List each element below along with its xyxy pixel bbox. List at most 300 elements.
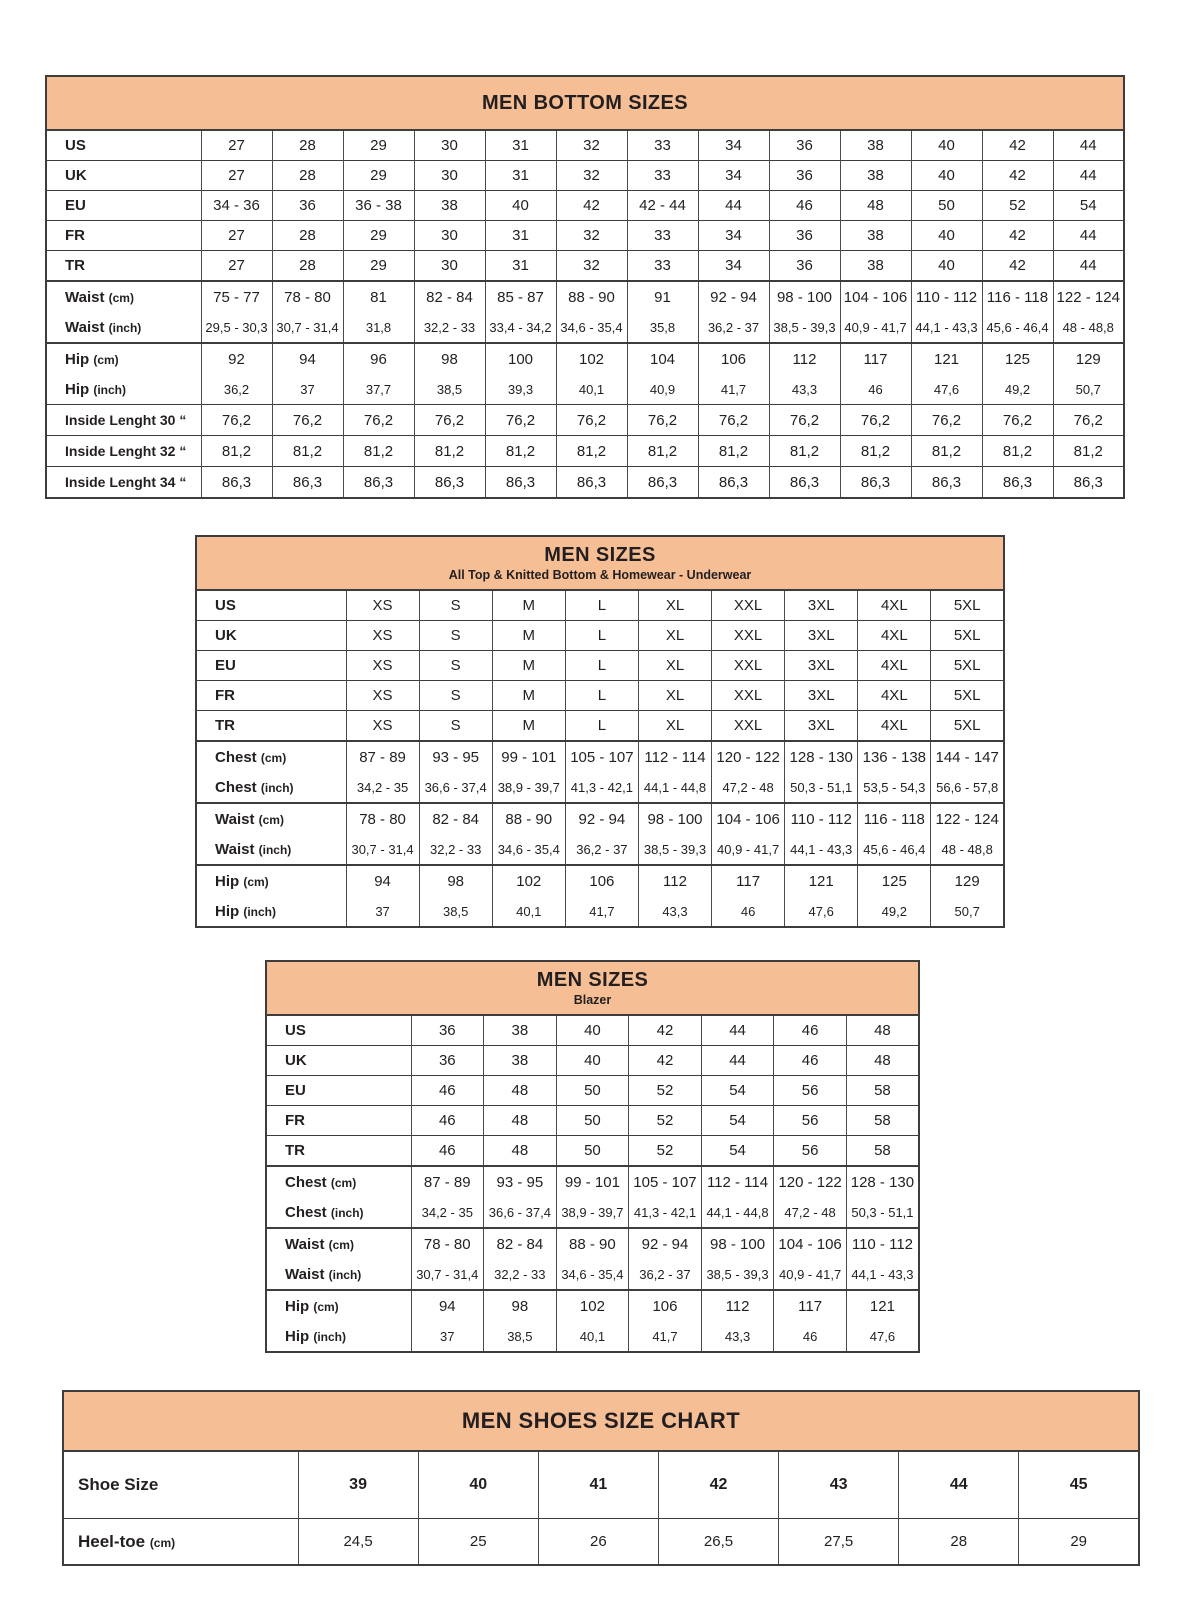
value-cell: 27 (201, 130, 272, 161)
value-cell: 29 (343, 251, 414, 282)
value-cell: 81,2 (1053, 436, 1124, 467)
value-cell: 40 (911, 161, 982, 191)
row-label: TR (285, 1142, 305, 1159)
value-cell: 36 (769, 161, 840, 191)
value-cell: XL (638, 621, 711, 651)
value-cell: 42 (629, 1046, 702, 1076)
value-cell: XXL (712, 681, 785, 711)
value-cell: 42 (982, 130, 1053, 161)
table-row (46, 281, 1124, 312)
value-cell: 52 (982, 191, 1053, 221)
table-row (196, 865, 1004, 896)
row-label-unit: (inch) (313, 1329, 347, 1344)
value-cell: 40 (911, 221, 982, 251)
value-cell: 48 - 48,8 (1053, 312, 1124, 343)
row-label: UK (215, 627, 237, 644)
value-cell: 46 (774, 1321, 847, 1352)
value-cell: 32 (556, 161, 627, 191)
row-label-cell (266, 1046, 411, 1076)
value-cell: 42 (629, 1015, 702, 1046)
value-cell: 76,2 (272, 405, 343, 436)
value-cell: 76,2 (769, 405, 840, 436)
value-cell: 121 (785, 865, 858, 896)
row-label-unit: (cm) (243, 874, 269, 889)
value-cell: 48 (840, 191, 911, 221)
row-label: Chest (285, 1173, 327, 1191)
row-label: Hip (215, 872, 240, 890)
value-cell: L (565, 621, 638, 651)
value-cell: 40 (911, 130, 982, 161)
row-label-cell (266, 1136, 411, 1167)
row-label-unit: (cm) (330, 1175, 357, 1190)
value-cell: 36 (272, 191, 343, 221)
value-cell: 102 (556, 1290, 629, 1321)
value-cell: 82 - 84 (484, 1228, 557, 1259)
row-label: Hip (215, 902, 240, 920)
value-cell: 110 - 112 (911, 281, 982, 312)
value-cell: 4XL (858, 711, 931, 742)
value-cell: 30,7 - 31,4 (346, 834, 419, 865)
value-cell: 38 (414, 191, 485, 221)
value-cell: XS (346, 711, 419, 742)
value-cell: 102 (492, 865, 565, 896)
value-cell: 112 (701, 1290, 774, 1321)
value-cell: 86,3 (556, 467, 627, 499)
value-cell: 38 (840, 251, 911, 282)
value-cell: L (565, 711, 638, 742)
value-cell: 86,3 (485, 467, 556, 499)
value-cell: 116 - 118 (982, 281, 1053, 312)
value-cell: 5XL (931, 621, 1004, 651)
value-cell: 47,2 - 48 (774, 1197, 847, 1228)
value-cell: 31 (485, 130, 556, 161)
row-label-cell (63, 1519, 298, 1566)
value-cell: 40,9 - 41,7 (774, 1259, 847, 1290)
table-row (46, 130, 1124, 161)
table-row (266, 1290, 919, 1321)
value-cell: 76,2 (911, 405, 982, 436)
table-row (266, 1015, 919, 1046)
value-cell: 38,9 - 39,7 (492, 772, 565, 803)
value-cell: 36,6 - 37,4 (484, 1197, 557, 1228)
value-cell: 54 (701, 1106, 774, 1136)
value-cell: 33,4 - 34,2 (485, 312, 556, 343)
value-cell: 81,2 (769, 436, 840, 467)
value-cell: 40 (418, 1451, 538, 1519)
value-cell: 44 (701, 1015, 774, 1046)
value-cell: 27,5 (779, 1519, 899, 1566)
row-label-cell (196, 711, 346, 742)
value-cell: 36,6 - 37,4 (419, 772, 492, 803)
table-row (196, 681, 1004, 711)
value-cell: 86,3 (201, 467, 272, 499)
value-cell: 98 - 100 (769, 281, 840, 312)
value-cell: 34 (698, 130, 769, 161)
row-label: Heel-toe (78, 1531, 146, 1551)
value-cell: 31 (485, 251, 556, 282)
value-cell: 129 (931, 865, 1004, 896)
value-cell: 92 - 94 (698, 281, 769, 312)
value-cell: 120 - 122 (774, 1166, 847, 1197)
value-cell: XXL (712, 590, 785, 621)
row-label-cell (46, 130, 201, 161)
value-cell: 38,5 (414, 374, 485, 405)
value-cell: 81,2 (698, 436, 769, 467)
value-cell: 27 (201, 161, 272, 191)
table-header-band (46, 76, 1124, 130)
value-cell: 50 (911, 191, 982, 221)
value-cell: XL (638, 651, 711, 681)
row-label: Inside Lenght 30 “ (65, 411, 187, 428)
value-cell: 44 (1053, 221, 1124, 251)
table-row (196, 803, 1004, 834)
value-cell: 54 (701, 1076, 774, 1106)
value-cell: 29,5 - 30,3 (201, 312, 272, 343)
value-cell: 117 (712, 865, 785, 896)
value-cell: 36 (411, 1046, 484, 1076)
value-cell: 78 - 80 (411, 1228, 484, 1259)
row-label-unit: (cm) (108, 290, 134, 305)
row-label-cell (266, 1166, 411, 1197)
value-cell: 110 - 112 (846, 1228, 919, 1259)
table-title: MEN SIZES (544, 544, 656, 566)
value-cell: 46 (774, 1015, 847, 1046)
table-row (266, 1259, 919, 1290)
value-cell: 136 - 138 (858, 741, 931, 772)
table-header-band (266, 961, 919, 1015)
value-cell: 28 (272, 251, 343, 282)
row-label-cell (196, 772, 346, 803)
value-cell: 88 - 90 (556, 281, 627, 312)
value-cell: 47,6 (785, 896, 858, 927)
value-cell: 105 - 107 (629, 1166, 702, 1197)
value-cell: 106 (629, 1290, 702, 1321)
value-cell: 46 (411, 1076, 484, 1106)
row-label: Hip (65, 380, 90, 398)
value-cell: 48 (484, 1076, 557, 1106)
table-row (196, 834, 1004, 865)
row-label-cell (46, 312, 201, 343)
value-cell: 32 (556, 130, 627, 161)
value-cell: 56 (774, 1136, 847, 1167)
value-cell: 36,2 - 37 (629, 1259, 702, 1290)
row-label-cell (266, 1228, 411, 1259)
value-cell: 45,6 - 46,4 (858, 834, 931, 865)
value-cell: 34 - 36 (201, 191, 272, 221)
value-cell: 102 (556, 343, 627, 374)
value-cell: L (565, 681, 638, 711)
row-label-cell (46, 281, 201, 312)
row-label: Shoe Size (78, 1475, 159, 1494)
value-cell: 34 (698, 221, 769, 251)
value-cell: 32,2 - 33 (419, 834, 492, 865)
value-cell: 106 (698, 343, 769, 374)
row-label: Hip (65, 350, 90, 368)
row-label-cell (266, 1076, 411, 1106)
value-cell: XL (638, 590, 711, 621)
value-cell: 76,2 (627, 405, 698, 436)
value-cell: 58 (846, 1136, 919, 1167)
men-bottom-sizes-table (45, 75, 1125, 499)
value-cell: 48 - 48,8 (931, 834, 1004, 865)
value-cell: 28 (899, 1519, 1019, 1566)
value-cell: 112 - 114 (701, 1166, 774, 1197)
value-cell: 104 (627, 343, 698, 374)
value-cell: XS (346, 681, 419, 711)
value-cell: 40 (485, 191, 556, 221)
row-label: FR (215, 687, 235, 704)
value-cell: 26 (538, 1519, 658, 1566)
value-cell: M (492, 681, 565, 711)
value-cell: 34,6 - 35,4 (492, 834, 565, 865)
table-row (196, 651, 1004, 681)
row-label-cell (46, 161, 201, 191)
row-label: Chest (285, 1203, 327, 1221)
row-label: TR (65, 257, 85, 274)
row-label-cell (266, 1015, 411, 1046)
value-cell: 117 (840, 343, 911, 374)
row-label: Waist (215, 810, 255, 828)
value-cell: 128 - 130 (785, 741, 858, 772)
value-cell: 48 (484, 1136, 557, 1167)
value-cell: 33 (627, 130, 698, 161)
row-label: Hip (285, 1327, 310, 1345)
value-cell: 86,3 (414, 467, 485, 499)
value-cell: 30,7 - 31,4 (411, 1259, 484, 1290)
row-label: EU (65, 197, 86, 214)
table-row (46, 467, 1124, 499)
value-cell: 44 (698, 191, 769, 221)
table-row (266, 1106, 919, 1136)
value-cell: 40,9 - 41,7 (712, 834, 785, 865)
row-label-cell (196, 590, 346, 621)
value-cell: 94 (411, 1290, 484, 1321)
table-subtitle: Blazer (573, 993, 612, 1007)
value-cell: M (492, 711, 565, 742)
value-cell: 42 (982, 251, 1053, 282)
value-cell: S (419, 621, 492, 651)
value-cell: 35,8 (627, 312, 698, 343)
value-cell: 44 (1053, 251, 1124, 282)
value-cell: L (565, 590, 638, 621)
value-cell: 31,8 (343, 312, 414, 343)
value-cell: 125 (982, 343, 1053, 374)
value-cell: 75 - 77 (201, 281, 272, 312)
value-cell: 30 (414, 130, 485, 161)
row-label-cell (46, 251, 201, 282)
value-cell: 44,1 - 44,8 (701, 1197, 774, 1228)
value-cell: 92 (201, 343, 272, 374)
row-label-unit: (cm) (328, 1237, 354, 1252)
value-cell: 29 (1019, 1519, 1139, 1566)
table-row (46, 436, 1124, 467)
value-cell: 40,1 (556, 1321, 629, 1352)
value-cell: 76,2 (343, 405, 414, 436)
value-cell: 86,3 (982, 467, 1053, 499)
value-cell: 81,2 (343, 436, 414, 467)
value-cell: 24,5 (298, 1519, 418, 1566)
row-label-cell (196, 865, 346, 896)
value-cell: 38,5 - 39,3 (638, 834, 711, 865)
value-cell: 99 - 101 (492, 741, 565, 772)
table-title: MEN SIZES (536, 969, 649, 991)
value-cell: 86,3 (840, 467, 911, 499)
row-label-unit: (cm) (260, 750, 287, 765)
value-cell: 48 (846, 1015, 919, 1046)
value-cell: 43 (779, 1451, 899, 1519)
value-cell: 41,7 (629, 1321, 702, 1352)
row-label-unit: (cm) (93, 352, 119, 367)
table-row (266, 1136, 919, 1167)
row-label: Waist (65, 318, 105, 336)
value-cell: 32,2 - 33 (414, 312, 485, 343)
value-cell: 38,5 - 39,3 (701, 1259, 774, 1290)
row-label-cell (46, 405, 201, 436)
value-cell: 81,2 (485, 436, 556, 467)
value-cell: XXL (712, 621, 785, 651)
value-cell: 27 (201, 221, 272, 251)
value-cell: 34,2 - 35 (346, 772, 419, 803)
row-label: US (285, 1022, 306, 1039)
value-cell: 48 (846, 1046, 919, 1076)
value-cell: 76,2 (840, 405, 911, 436)
value-cell: 31 (485, 221, 556, 251)
table-row (266, 1076, 919, 1106)
value-cell: 85 - 87 (485, 281, 556, 312)
value-cell: 112 (638, 865, 711, 896)
table-row (46, 251, 1124, 282)
value-cell: 37,7 (343, 374, 414, 405)
value-cell: 98 (484, 1290, 557, 1321)
value-cell: 76,2 (485, 405, 556, 436)
value-cell: 76,2 (201, 405, 272, 436)
value-cell: 76,2 (556, 405, 627, 436)
value-cell: 41,3 - 42,1 (629, 1197, 702, 1228)
value-cell: 121 (846, 1290, 919, 1321)
value-cell: 40,9 - 41,7 (840, 312, 911, 343)
value-cell: 38 (484, 1046, 557, 1076)
value-cell: 37 (272, 374, 343, 405)
table-row (46, 343, 1124, 374)
value-cell: 40 (911, 251, 982, 282)
row-label-cell (196, 803, 346, 834)
value-cell: 4XL (858, 651, 931, 681)
value-cell: 86,3 (1053, 467, 1124, 499)
value-cell: 86,3 (698, 467, 769, 499)
value-cell: 47,6 (911, 374, 982, 405)
value-cell: 78 - 80 (346, 803, 419, 834)
value-cell: 54 (1053, 191, 1124, 221)
value-cell: 39 (298, 1451, 418, 1519)
row-label-unit: (cm) (149, 1535, 176, 1550)
value-cell: 86,3 (343, 467, 414, 499)
value-cell: 117 (774, 1290, 847, 1321)
value-cell: 34,2 - 35 (411, 1197, 484, 1228)
value-cell: 56 (774, 1076, 847, 1106)
value-cell: 76,2 (1053, 405, 1124, 436)
value-cell: S (419, 711, 492, 742)
row-label-cell (63, 1451, 298, 1519)
row-label: EU (285, 1082, 306, 1099)
row-label-unit: (cm) (313, 1299, 339, 1314)
value-cell: 78 - 80 (272, 281, 343, 312)
men-sizes-blazer-table (265, 960, 920, 1353)
value-cell: XS (346, 651, 419, 681)
table-row (46, 161, 1124, 191)
row-label-cell (46, 467, 201, 499)
value-cell: 44,1 - 44,8 (638, 772, 711, 803)
table-header-band (196, 536, 1004, 590)
table-title: MEN SHOES SIZE CHART (461, 1407, 741, 1433)
table-row (196, 741, 1004, 772)
value-cell: 56 (774, 1106, 847, 1136)
table-row (266, 1321, 919, 1352)
value-cell: 92 - 94 (565, 803, 638, 834)
row-label-unit: (inch) (260, 780, 294, 795)
value-cell: 40,1 (492, 896, 565, 927)
value-cell: 93 - 95 (484, 1166, 557, 1197)
value-cell: 86,3 (769, 467, 840, 499)
value-cell: 94 (346, 865, 419, 896)
row-label: Waist (215, 840, 255, 858)
value-cell: 40,1 (556, 374, 627, 405)
value-cell: 104 - 106 (840, 281, 911, 312)
value-cell: 86,3 (272, 467, 343, 499)
value-cell: 37 (411, 1321, 484, 1352)
value-cell: 36 (769, 221, 840, 251)
value-cell: 81,2 (627, 436, 698, 467)
value-cell: 39,3 (485, 374, 556, 405)
value-cell: 81,2 (272, 436, 343, 467)
value-cell: 52 (629, 1106, 702, 1136)
value-cell: 81,2 (556, 436, 627, 467)
value-cell: 47,6 (846, 1321, 919, 1352)
value-cell: 41,3 - 42,1 (565, 772, 638, 803)
table-row (266, 1166, 919, 1197)
value-cell: 46 (411, 1136, 484, 1167)
value-cell: 82 - 84 (414, 281, 485, 312)
value-cell: 43,3 (701, 1321, 774, 1352)
value-cell: 81,2 (840, 436, 911, 467)
row-label: US (215, 597, 236, 614)
value-cell: 28 (272, 221, 343, 251)
value-cell: 98 (419, 865, 492, 896)
value-cell: 44,1 - 43,3 (911, 312, 982, 343)
value-cell: 45,6 - 46,4 (982, 312, 1053, 343)
row-label-cell (196, 621, 346, 651)
value-cell: 38,9 - 39,7 (556, 1197, 629, 1228)
row-label: UK (65, 167, 87, 184)
value-cell: 88 - 90 (556, 1228, 629, 1259)
value-cell: S (419, 590, 492, 621)
value-cell: 44 (1053, 161, 1124, 191)
row-label-cell (266, 1290, 411, 1321)
value-cell: 36 - 38 (343, 191, 414, 221)
value-cell: 52 (629, 1076, 702, 1106)
value-cell: 45 (1019, 1451, 1139, 1519)
value-cell: 110 - 112 (785, 803, 858, 834)
value-cell: 3XL (785, 621, 858, 651)
row-label-cell (196, 741, 346, 772)
value-cell: 50 (556, 1106, 629, 1136)
value-cell: 3XL (785, 651, 858, 681)
value-cell: XL (638, 681, 711, 711)
value-cell: 29 (343, 161, 414, 191)
row-label-unit: (inch) (93, 382, 127, 397)
row-label-cell (196, 834, 346, 865)
value-cell: 41 (538, 1451, 658, 1519)
value-cell: 87 - 89 (346, 741, 419, 772)
